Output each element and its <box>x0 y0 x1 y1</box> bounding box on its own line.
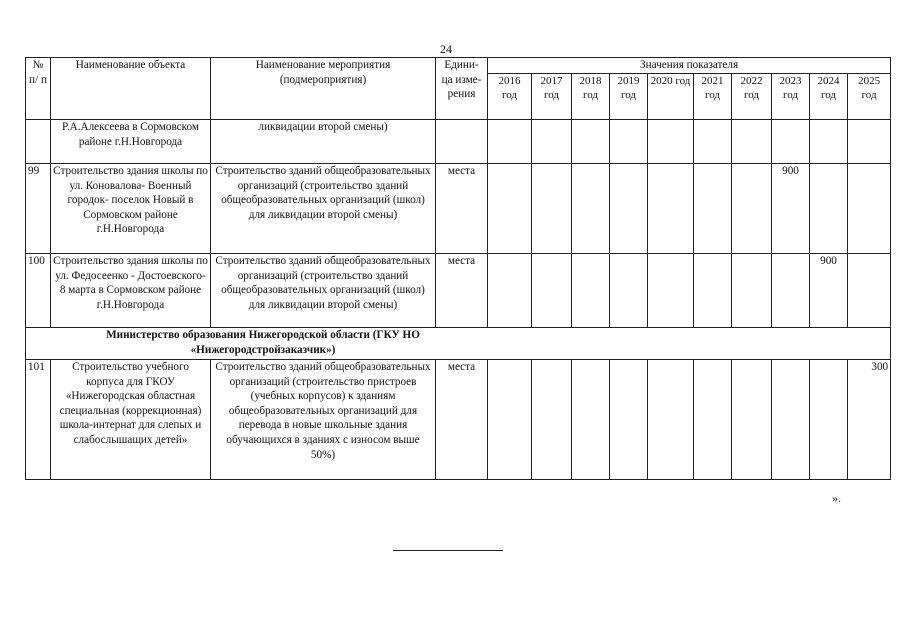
row-num: 100 <box>26 254 51 328</box>
row-value <box>648 164 694 254</box>
row-value: 300 <box>848 360 891 480</box>
row-value <box>610 360 648 480</box>
header-num: № п/ п <box>26 58 51 120</box>
row-value <box>610 254 648 328</box>
header-measure: Наименование мероприятия (подмероприятия) <box>211 58 436 120</box>
row-value <box>732 120 772 164</box>
row-measure: ликвидации второй смены) <box>211 120 436 164</box>
year-header: 2023 год <box>772 73 810 119</box>
row-value <box>488 164 532 254</box>
row-unit <box>436 120 488 164</box>
row-measure: Строительство зданий общеобразовательных организаций (строительство зданий общеобразовательных организаций (школ) для ликвидации второй смены) <box>211 164 436 254</box>
row-value <box>810 164 848 254</box>
row-value <box>732 254 772 328</box>
year-header: 2025 год <box>848 73 891 119</box>
row-value <box>648 254 694 328</box>
year-header: 2020 год <box>648 73 694 119</box>
section-row <box>26 328 891 360</box>
row-unit: места <box>436 360 488 480</box>
row-object: Строительство здания школы по ул. Федосеенко - Достоевского- 8 марта в Сормовском районе г.Н.Новгорода <box>51 254 211 328</box>
row-value <box>848 254 891 328</box>
row-value <box>532 120 572 164</box>
signature-line <box>393 550 503 551</box>
row-value <box>810 120 848 164</box>
row-value: 900 <box>772 164 810 254</box>
row-object: Строительство здания школы по ул. Коновалова- Военный городок- поселок Новый в Сормовском районе г.Н.Новгорода <box>51 164 211 254</box>
table-row <box>26 254 891 328</box>
row-value <box>532 254 572 328</box>
row-value <box>572 360 610 480</box>
row-value <box>694 360 732 480</box>
row-measure: Строительство зданий общеобразовательных организаций (строительство зданий общеобразовательных организаций (школ) для ликвидации второй смены) <box>211 254 436 328</box>
year-header: 2022 год <box>732 73 772 119</box>
closing-quote-mark: ». <box>832 491 841 505</box>
row-value <box>488 254 532 328</box>
row-value <box>532 164 572 254</box>
row-object: Строительство учебного корпуса для ГКОУ «Нижегородская областная специальная (коррекционная) школа-интернат для слепых и слабослышащих детей» <box>51 360 211 480</box>
table-row <box>26 164 891 254</box>
row-object: Р.А.Алексеева в Сормовском районе г.Н.Новгорода <box>51 120 211 164</box>
row-value <box>848 120 891 164</box>
row-value <box>810 360 848 480</box>
indicators-table <box>25 57 891 480</box>
row-value <box>772 360 810 480</box>
row-value <box>488 120 532 164</box>
year-header: 2017 год <box>532 73 572 119</box>
year-header: 2019 год <box>610 73 648 119</box>
row-unit: места <box>436 164 488 254</box>
row-value <box>648 120 694 164</box>
header-values: Значения показателя <box>488 58 891 74</box>
row-value <box>772 254 810 328</box>
row-value <box>572 164 610 254</box>
row-value <box>848 164 891 254</box>
header-object: Наименование объекта <box>51 58 211 120</box>
row-value <box>694 254 732 328</box>
row-value <box>694 120 732 164</box>
section-title <box>26 328 891 360</box>
row-value <box>488 360 532 480</box>
row-value <box>694 164 732 254</box>
row-unit: места <box>436 254 488 328</box>
year-header: 2018 год <box>572 73 610 119</box>
row-num: 101 <box>26 360 51 480</box>
row-value <box>648 360 694 480</box>
row-value <box>610 120 648 164</box>
year-header: 2016 год <box>488 73 532 119</box>
row-value <box>772 120 810 164</box>
table-row <box>26 360 891 480</box>
year-header: 2021 год <box>694 73 732 119</box>
row-value <box>532 360 572 480</box>
row-num <box>26 120 51 164</box>
row-num: 99 <box>26 164 51 254</box>
row-value: 900 <box>810 254 848 328</box>
row-measure: Строительство зданий общеобразовательных организаций (строительство пристроев (учебных корпусов) к зданиям общеобразовательных организаций для перевода в новые школьные здания обучающихся в зданиях с износом выше 50%) <box>211 360 436 480</box>
row-value <box>572 120 610 164</box>
header-unit: Едини- ца изме- рения <box>436 58 488 120</box>
row-value <box>732 360 772 480</box>
row-value <box>610 164 648 254</box>
year-header: 2024 год <box>810 73 848 119</box>
page-number: 24 <box>440 42 452 56</box>
table-header-row <box>26 58 891 74</box>
row-value <box>572 254 610 328</box>
table-row <box>26 120 891 164</box>
section-title-text: Министерство образования Нижегородской области (ГКУ НО «Нижегородстройзаказчик») <box>106 329 420 356</box>
row-value <box>732 164 772 254</box>
